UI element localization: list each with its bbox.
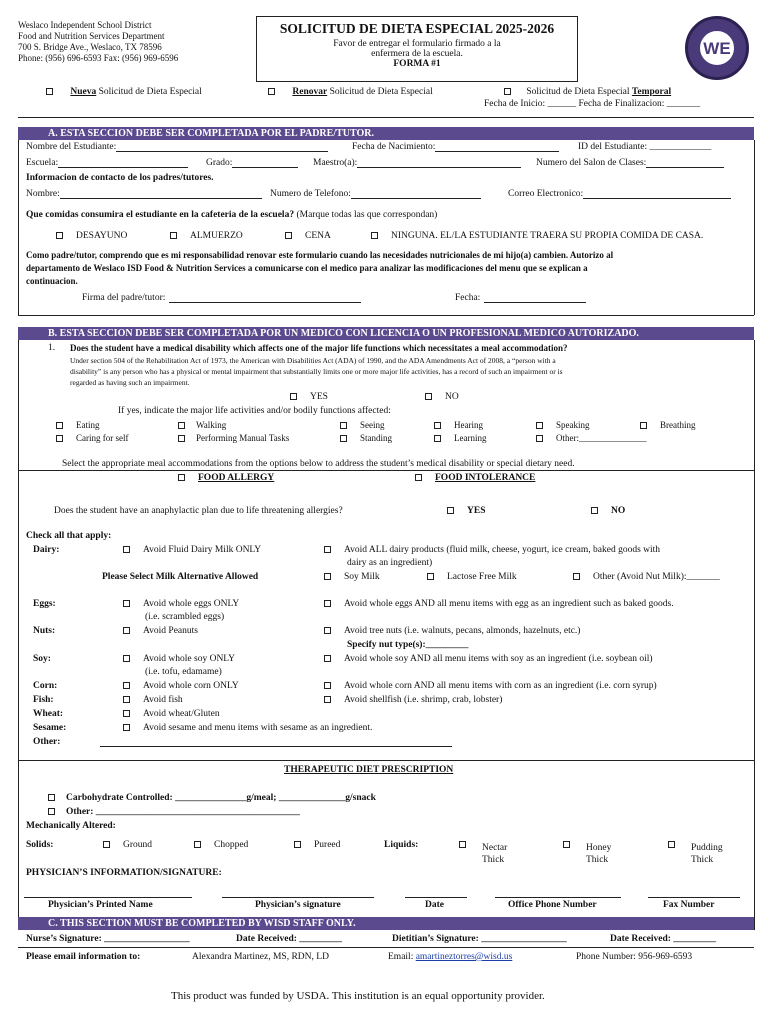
label: Ground (123, 840, 153, 850)
label: Eating (76, 420, 100, 430)
activity-learning[interactable] (434, 433, 486, 443)
anaphylactic-yes[interactable] (447, 506, 485, 516)
checkbox-icon[interactable] (324, 655, 331, 662)
label: Grado: (206, 158, 233, 168)
checkbox-icon[interactable] (123, 696, 130, 703)
other-milk-option[interactable] (573, 572, 720, 582)
label: YES (310, 392, 328, 402)
contact-name: Alexandra Martinez, MS, RDN, LD (192, 952, 329, 962)
meal-almuerzo[interactable] (170, 231, 243, 241)
label: Nombre del Estudiante: (26, 142, 117, 152)
checkbox-icon[interactable] (56, 422, 63, 429)
checkbox-icon[interactable] (340, 422, 347, 429)
checkbox-icon[interactable] (178, 422, 185, 429)
activity-manual[interactable] (178, 433, 289, 443)
label: Avoid Peanuts (143, 626, 198, 636)
checkbox-icon[interactable] (536, 435, 543, 442)
solid-chopped[interactable] (194, 840, 248, 850)
label: Pureed (314, 840, 341, 850)
wheat-opt1[interactable] (123, 709, 220, 719)
label: Breathing (660, 420, 696, 430)
checkbox-icon[interactable] (434, 422, 441, 429)
label: DESAYUNO (76, 231, 128, 241)
temporal-label: Temporal (631, 87, 672, 97)
fish-label: Fish: (33, 695, 54, 705)
label: Numero de Telefono: (270, 189, 351, 199)
label: Fecha: (455, 293, 481, 303)
district-block (18, 20, 178, 64)
checkbox-icon[interactable] (123, 627, 130, 634)
logo-text: WE (698, 29, 736, 67)
contact-email (388, 952, 512, 962)
label: Seeing (360, 420, 385, 430)
request-nueva[interactable] (46, 87, 202, 97)
activity-standing[interactable] (340, 433, 392, 443)
label: Avoid sesame and menu items with sesame as an ingredient. (143, 723, 373, 733)
physician-name-label: Physician’s Printed Name (48, 900, 153, 910)
title-box (256, 16, 578, 82)
border-left (18, 140, 19, 315)
consent-line-2: departamento de Weslaco ISD Food & Nutrition Services a comunicarse con el medico para analizar las modificaciones del menu que se explican a (26, 263, 588, 273)
label: Soy Milk (344, 572, 380, 582)
divider (18, 947, 754, 948)
divider (18, 117, 754, 118)
checkbox-icon[interactable] (536, 422, 543, 429)
if-yes-text: If yes, indicate the major life activities and/or bodily functions affected: (118, 406, 391, 416)
dietitian-signature-field[interactable]: Dietitian’s Signature: __________________ (392, 934, 567, 944)
parent-email-field[interactable] (508, 189, 731, 199)
label: Walking (196, 420, 227, 430)
q1-text: Does the student have a medical disability which affects one of the major life functions which necessitates a meal accommodation? (70, 343, 568, 353)
liquids-label: Liquids: (384, 840, 419, 850)
label: NO (611, 506, 626, 516)
footer-note: This product was funded by USDA. This institution is an equal opportunity provider. (171, 990, 545, 1002)
label: Honey (586, 843, 612, 853)
nurse-date-field[interactable]: Date Received: _________ (236, 934, 343, 944)
sig-line[interactable] (24, 897, 192, 898)
parent-name-field[interactable] (26, 189, 262, 199)
label: Other (Avoid Nut Milk):_______ (593, 572, 720, 582)
sig-line[interactable] (495, 897, 621, 898)
teacher-field[interactable] (313, 158, 521, 168)
checkbox-icon[interactable] (371, 232, 378, 239)
district-address: 700 S. Bridge Ave., Weslaco, TX 78596 (18, 42, 162, 52)
food-intolerance-option[interactable] (415, 473, 535, 483)
corn-opt2[interactable] (324, 681, 657, 691)
soy-opt1[interactable] (123, 654, 235, 664)
checkbox-icon[interactable] (504, 88, 511, 95)
label: NINGUNA. EL/LA ESTUDIANTE TRAERA SU PROPIA COMIDA DE CASA. (391, 231, 704, 241)
eggs-opt2[interactable] (324, 599, 674, 609)
checkbox-icon[interactable] (459, 841, 466, 848)
label: NO (445, 392, 459, 402)
label: Thick (586, 855, 609, 865)
label: Avoid Fluid Dairy Milk ONLY (143, 545, 262, 555)
label: Lactose Free Milk (447, 572, 517, 582)
email-link[interactable]: amartineztorres@wisd.us (415, 952, 513, 962)
renovar-rest: Solicitud de Dieta Especial (327, 87, 433, 97)
checkbox-icon[interactable] (56, 435, 63, 442)
label: Avoid whole soy AND all menu items with soy as an ingredient (i.e. soybean oil) (344, 654, 653, 664)
temporal-pre: Solicitud de Dieta Especial (526, 87, 632, 97)
checkbox-icon[interactable] (170, 232, 177, 239)
checkbox-icon[interactable] (178, 474, 185, 481)
checkbox-icon[interactable] (415, 474, 422, 481)
grade-field[interactable] (206, 158, 298, 168)
checkbox-icon[interactable] (123, 710, 130, 717)
meals-question (26, 210, 437, 220)
label: FOOD INTOLERANCE (435, 473, 536, 483)
title-line1: Favor de entregar el formulario firmado a la (333, 39, 501, 49)
checkbox-icon[interactable] (324, 600, 331, 607)
label: Escuela: (26, 158, 59, 168)
eggs-opt1[interactable] (123, 599, 239, 609)
nut-type-field[interactable]: Specify nut type(s):_________ (347, 640, 469, 650)
checkbox-icon[interactable] (324, 682, 331, 689)
request-temporal[interactable] (504, 87, 671, 97)
checkbox-icon[interactable] (268, 88, 275, 95)
physician-date-label: Date (425, 900, 444, 910)
label: CENA (305, 231, 331, 241)
contact-phone: Phone Number: 956-969-6593 (576, 952, 693, 962)
parent-phone-field[interactable] (270, 189, 481, 199)
nuts-label: Nuts: (33, 626, 56, 636)
form-title: SOLICITUD DE DIETA ESPECIAL 2025-2026 (279, 21, 555, 36)
solid-pureed[interactable] (294, 840, 340, 850)
sig-line[interactable] (648, 897, 740, 898)
divider (18, 470, 754, 471)
physician-info-heading: PHYSICIAN’S INFORMATION/SIGNATURE: (26, 868, 222, 878)
school-field[interactable] (26, 158, 188, 168)
label: Performing Manual Tasks (196, 433, 290, 443)
carb-controlled-option[interactable] (48, 793, 376, 803)
checkbox-icon[interactable] (285, 232, 292, 239)
activity-other[interactable] (536, 433, 647, 443)
fish-opt1[interactable] (123, 695, 183, 705)
checkbox-icon[interactable] (434, 435, 441, 442)
dairy-opt2b: dairy as an ingredient) (347, 558, 433, 568)
checkbox-icon[interactable] (48, 808, 55, 815)
checkbox-icon[interactable] (591, 507, 598, 514)
checkbox-icon[interactable] (447, 507, 454, 514)
other-diet-option[interactable] (48, 807, 300, 817)
label: Avoid tree nuts (i.e. walnuts, pecans, almonds, hazelnuts, etc.) (344, 626, 581, 636)
select-text: Select the appropriate meal accommodations from the options below to address the student’s medical disability or special dietary need. (62, 459, 575, 469)
wheat-label: Wheat: (33, 709, 64, 719)
nuts-opt2[interactable] (324, 626, 580, 636)
nurse-signature-field[interactable]: Nurse’s Signature: __________________ (26, 934, 190, 944)
corn-opt1[interactable] (123, 681, 239, 691)
label: Thick (482, 855, 505, 865)
activity-seeing[interactable] (340, 420, 385, 430)
label: Other: ___________________________________________ (66, 807, 301, 817)
student-name-field[interactable] (26, 142, 328, 152)
label: Avoid whole corn AND all menu items with corn as an ingredient (i.e. corn syrup) (344, 681, 657, 691)
section-b-header: B. ESTA SECCION DEBE SER COMPLETADA POR UN MEDICO CON LICENCIA O UN PROFESIONAL MEDICO AUTORIZADO. (18, 327, 754, 340)
anaphylactic-question: Does the student have an anaphylactic plan due to life threatening allergies? (54, 506, 343, 516)
checkbox-icon[interactable] (178, 435, 185, 442)
law-line-2: disability” is any person who has a physical or mental impairment that substantially limits one or more major life activities, has a record of such an impairment or is (70, 367, 563, 376)
label: Other:_______________ (556, 433, 647, 443)
label: Nombre: (26, 189, 60, 199)
label: Hearing (454, 420, 483, 430)
meal-desayuno[interactable] (56, 231, 127, 241)
other-label: Other: (33, 737, 61, 747)
mech-altered-label: Mechanically Altered: (26, 821, 116, 831)
soy-milk-option[interactable] (324, 572, 380, 582)
office-phone-label: Office Phone Number (508, 900, 597, 910)
student-id-field[interactable]: ID del Estudiante: _____________ (578, 142, 712, 152)
divider (18, 315, 754, 316)
checkbox-icon[interactable] (324, 573, 331, 580)
activity-eating[interactable] (56, 420, 100, 430)
soy-label: Soy: (33, 654, 51, 664)
checkbox-icon[interactable] (340, 435, 347, 442)
law-line-1: Under section 504 of the Rehabilitation Act of 1973, the American with Disabilities Act (ADA) of 1990, and the ADA Amendments Act of 2008, a “person with a (70, 356, 556, 365)
checkbox-icon[interactable] (123, 682, 130, 689)
checkbox-icon[interactable] (324, 546, 331, 553)
soy-opt1b: (i.e. tofu, edamame) (145, 667, 222, 677)
temporal-dates: Fecha de Inicio: ______ Fecha de Finalizacion: _______ (484, 99, 701, 109)
label: Nectar (482, 843, 508, 853)
label: Pudding (691, 843, 723, 853)
parent-date-field[interactable] (455, 293, 586, 303)
nuts-opt1[interactable] (123, 626, 198, 636)
soy-opt2[interactable] (324, 654, 653, 664)
label: Thick (691, 855, 714, 865)
label: Avoid shellfish (i.e. shrimp, crab, lobster) (344, 695, 503, 705)
corn-label: Corn: (33, 681, 58, 691)
q1-number: 1. (48, 343, 56, 353)
nueva-label: Nueva (70, 87, 97, 97)
checkbox-icon[interactable] (56, 232, 63, 239)
renovar-label: Renovar (292, 87, 328, 97)
fish-opt2[interactable] (324, 695, 502, 705)
label: Standing (360, 433, 393, 443)
meal-ninguna[interactable] (371, 231, 703, 241)
checkbox-icon[interactable] (425, 393, 432, 400)
label: Numero del Salon de Clases: (536, 158, 647, 168)
label: Avoid whole soy ONLY (143, 654, 236, 664)
request-renovar[interactable] (268, 87, 433, 97)
q1-yes[interactable] (290, 392, 328, 402)
checkbox-icon[interactable] (194, 841, 201, 848)
label: Avoid ALL dairy products (fluid milk, cheese, yogurt, ice cream, baked goods with (344, 545, 661, 555)
checkbox-icon[interactable] (324, 627, 331, 634)
sig-line[interactable] (222, 897, 374, 898)
district-dept: Food and Nutrition Services Department (18, 31, 165, 41)
nueva-rest: Solicitud de Dieta Especial (96, 87, 202, 97)
label: Fecha de Nacimiento: (352, 142, 436, 152)
district-phone: Phone: (956) 696-6593 Fax: (956) 969-6596 (18, 53, 179, 63)
checkbox-icon[interactable] (123, 546, 130, 553)
checkbox-icon[interactable] (668, 841, 675, 848)
contact-heading: Informacion de contacto de los padres/tutores. (26, 173, 214, 183)
solids-label: Solids: (26, 840, 54, 850)
border-right (754, 140, 755, 315)
label: YES (467, 506, 486, 516)
border-left (18, 340, 19, 930)
milk-alt-label: Please Select Milk Alternative Allowed (102, 572, 259, 582)
form-number: FORMA #1 (393, 59, 441, 69)
label: Avoid fish (143, 695, 183, 705)
q1-no[interactable] (425, 392, 459, 402)
checkbox-icon[interactable] (294, 841, 301, 848)
consent-line-3: continuacion. (26, 276, 78, 286)
dairy-opt1[interactable] (123, 545, 261, 555)
label: Avoid whole eggs AND all menu items with egg as an ingredient such as baked goods. (344, 599, 674, 609)
lactose-free-option[interactable] (427, 572, 517, 582)
checkbox-icon[interactable] (427, 573, 434, 580)
sesame-opt1[interactable] (123, 723, 372, 733)
meals-q: Que comidas consumira el estudiante en la cafeteria de la escuela? (26, 210, 295, 220)
label: Speaking (556, 420, 590, 430)
honey-label (586, 842, 611, 866)
title-line2: enfermera de la escuela. (371, 49, 463, 59)
sesame-label: Sesame: (33, 723, 67, 733)
physician-signature-label: Physician’s signature (255, 900, 341, 910)
label: ALMUERZO (190, 231, 243, 241)
checkbox-icon[interactable] (573, 573, 580, 580)
meals-note: (Marque todas las que correspondan) (294, 210, 438, 220)
checkbox-icon[interactable] (123, 600, 130, 607)
homeroom-field[interactable] (536, 158, 724, 168)
checkbox-icon[interactable] (563, 841, 570, 848)
label: Learning (454, 433, 487, 443)
liquid-honey[interactable] (563, 840, 573, 850)
email-info-label: Please email information to: (26, 952, 141, 962)
activity-hearing[interactable] (434, 420, 483, 430)
label: Avoid wheat/Gluten (143, 709, 220, 719)
dietitian-date-field[interactable]: Date Received: _________ (610, 934, 717, 944)
checkbox-icon[interactable] (324, 696, 331, 703)
food-allergy-option[interactable] (178, 473, 274, 483)
nectar-label (482, 842, 507, 866)
solid-ground[interactable] (103, 840, 152, 850)
section-c-header: C. THIS SECTION MUST BE COMPLETED BY WISD STAFF ONLY. (18, 917, 754, 930)
check-all-label: Check all that apply: (26, 531, 112, 541)
label: FOOD ALLERGY (198, 473, 275, 483)
other-allergy-field[interactable] (100, 737, 452, 747)
activity-walking[interactable] (178, 420, 226, 430)
activity-caring[interactable] (56, 433, 128, 443)
pudding-label (691, 842, 723, 866)
divider (18, 760, 754, 761)
label: Avoid whole eggs ONLY (143, 599, 240, 609)
label: Maestro(a): (313, 158, 358, 168)
label: Carbohydrate Controlled: _______________g/meal; ______________g/snack (66, 793, 376, 803)
liquid-pudding[interactable] (668, 840, 678, 850)
meal-cena[interactable] (285, 231, 331, 241)
checkbox-icon[interactable] (103, 841, 110, 848)
parent-signature-field[interactable] (82, 293, 361, 303)
district-seal-icon (685, 16, 749, 80)
email-prefix: Email: (388, 952, 416, 962)
label: Caring for self (76, 433, 129, 443)
checkbox-icon[interactable] (290, 393, 297, 400)
label: Avoid whole corn ONLY (143, 681, 239, 691)
activity-breathing[interactable] (640, 420, 696, 430)
checkbox-icon[interactable] (640, 422, 647, 429)
dairy-label: Dairy: (33, 545, 60, 555)
checkbox-icon[interactable] (46, 88, 53, 95)
checkbox-icon[interactable] (123, 724, 130, 731)
anaphylactic-no[interactable] (591, 506, 625, 516)
law-line-3: regarded as having such an impairment. (70, 378, 190, 387)
label: Chopped (214, 840, 249, 850)
dairy-opt2[interactable] (324, 545, 660, 555)
section-a-header: A. ESTA SECCION DEBE SER COMPLETADA POR EL PADRE/TUTOR. (18, 127, 754, 140)
therapeutic-heading: THERAPEUTIC DIET PRESCRIPTION (284, 765, 454, 775)
liquid-nectar[interactable] (459, 840, 469, 850)
sig-line[interactable] (405, 897, 467, 898)
border-right (754, 340, 755, 930)
dob-field[interactable] (352, 142, 559, 152)
checkbox-icon[interactable] (48, 794, 55, 801)
checkbox-icon[interactable] (123, 655, 130, 662)
label: Firma del padre/tutor: (82, 293, 166, 303)
label: Correo Electronico: (508, 189, 584, 199)
activity-speaking[interactable] (536, 420, 590, 430)
eggs-opt1b: (i.e. scrambled eggs) (145, 612, 225, 622)
consent-line-1: Como padre/tutor, comprendo que es mi responsabilidad renovar este formulario cuando las necesidades nutricionales de mi hijo(a) cambien. Autorizo al (26, 250, 614, 260)
eggs-label: Eggs: (33, 599, 56, 609)
district-name: Weslaco Independent School District (18, 20, 152, 30)
fax-label: Fax Number (663, 900, 715, 910)
